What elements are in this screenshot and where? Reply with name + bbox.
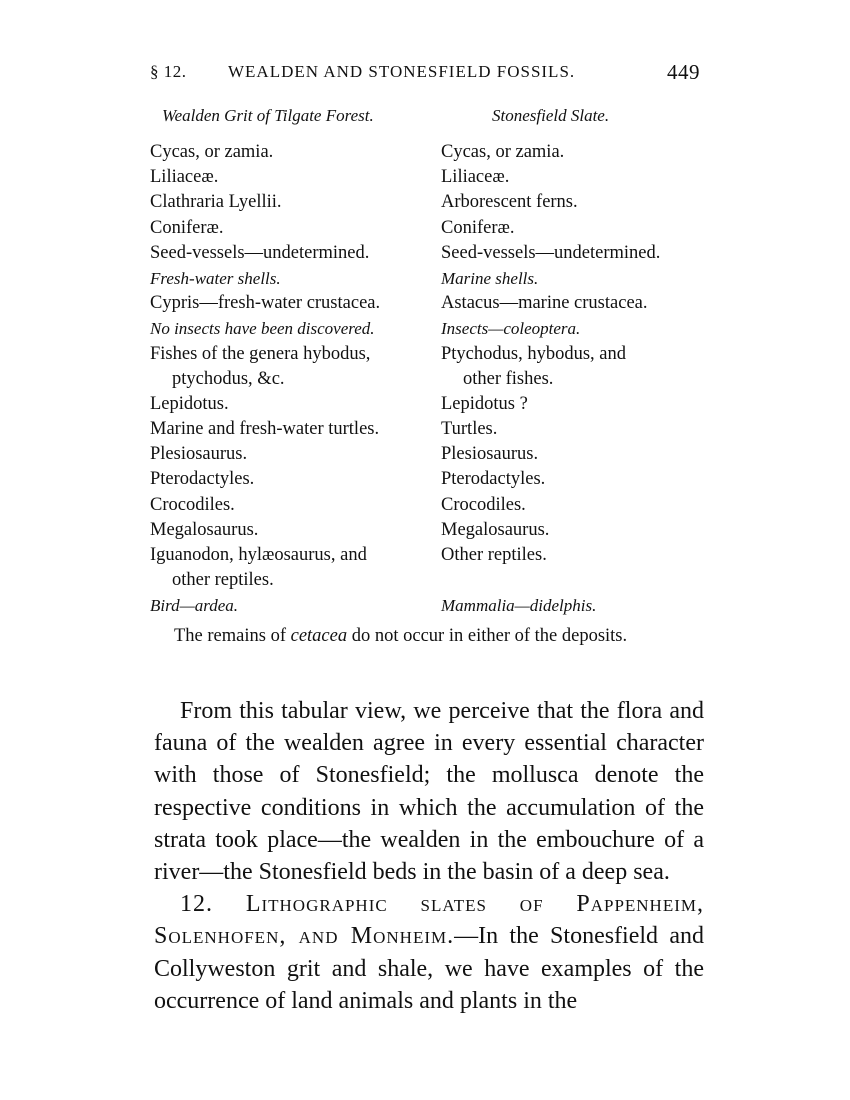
right-row: Insects—coleoptera. [441, 319, 581, 339]
right-row: Marine shells. [441, 268, 539, 288]
left-row: Marine and fresh-water turtles. [150, 419, 380, 440]
right-row: Ptychodus, hybodus, and [441, 343, 626, 364]
running-title: WEALDEN AND STONESFIELD FOSSILS. [228, 62, 576, 81]
right-row: other fishes. [463, 368, 554, 389]
wealden-column [150, 140, 440, 619]
left-row: Bird—ardea. [150, 596, 238, 616]
left-row: Fresh-water shells. [150, 268, 281, 288]
section-text: —In the Stonesfield and Collyweston grit and shale, we have examples of the occurrence of land animals and plants in the [154, 923, 704, 1014]
left-row: Liliaceæ. [150, 167, 219, 188]
left-row: Plesiosaurus. [150, 444, 248, 465]
note-before: The remains of [174, 626, 291, 646]
section-mark: § 12. [150, 62, 187, 81]
right-column-heading: Stonesfield Slate. [492, 106, 610, 125]
right-row: Plesiosaurus. [441, 444, 539, 465]
note-after: do not occur in either of the deposits. [347, 626, 628, 646]
right-row [441, 568, 711, 593]
left-row: other reptiles. [172, 570, 274, 591]
right-row: Megalosaurus. [441, 519, 550, 540]
page-number: 449 [667, 60, 700, 84]
right-row: Pterodactyles. [441, 469, 546, 490]
stonesfield-column [441, 140, 711, 619]
left-row: Crocodiles. [150, 494, 235, 515]
right-row: Lepidotus ? [441, 393, 528, 414]
left-row: Cycas, or zamia. [150, 142, 274, 162]
right-row: Other reptiles. [441, 545, 547, 565]
left-column-heading: Wealden Grit of Tilgate Forest. [162, 106, 374, 125]
right-row: Liliaceæ. [441, 167, 510, 188]
left-row: Megalosaurus. [150, 519, 259, 540]
running-head [150, 62, 700, 88]
right-row: Arborescent ferns. [441, 192, 578, 213]
left-row: Lepidotus. [150, 393, 229, 414]
right-row: Mammalia—didelphis. [441, 596, 597, 616]
right-row: Cycas, or zamia. [441, 142, 565, 162]
right-row: Crocodiles. [441, 494, 526, 515]
right-row: Turtles. [441, 419, 498, 440]
paragraph-tabular-view: From this tabular view, we perceive that the flora and fauna of the wealden agree in every essential character with those of Stonesfield; the mollusca denote the respective conditions in which the accumulation of the strata took place—the wealden in the embouchure of a river—the Stonesfield beds in the basin of a deep sea. [154, 698, 704, 886]
left-row: Iguanodon, hylæosaurus, and [150, 545, 367, 565]
left-row: Fishes of the genera hybodus, [150, 343, 371, 364]
right-row: Astacus—marine crustacea. [441, 293, 648, 314]
left-row: No insects have been discovered. [150, 319, 375, 339]
left-row: Seed-vessels—undetermined. [150, 242, 370, 263]
paragraph-lithographic-slates [154, 888, 704, 1017]
right-row: Coniferæ. [441, 217, 515, 238]
left-row: Cypris—fresh-water crustacea. [150, 293, 381, 314]
left-row: Clathraria Lyellii. [150, 192, 282, 213]
note-italic-word: cetacea [290, 626, 348, 646]
left-row: Pterodactyles. [150, 469, 255, 490]
table-note [150, 623, 702, 649]
left-row: Coniferæ. [150, 217, 224, 238]
body-text [154, 695, 704, 1017]
left-row: ptychodus, &c. [172, 368, 285, 389]
right-row: Seed-vessels—undetermined. [441, 242, 661, 263]
section-heading: 12. Lithographic slates of Pappenheim, Solenhofen, and Monheim. [154, 891, 704, 950]
